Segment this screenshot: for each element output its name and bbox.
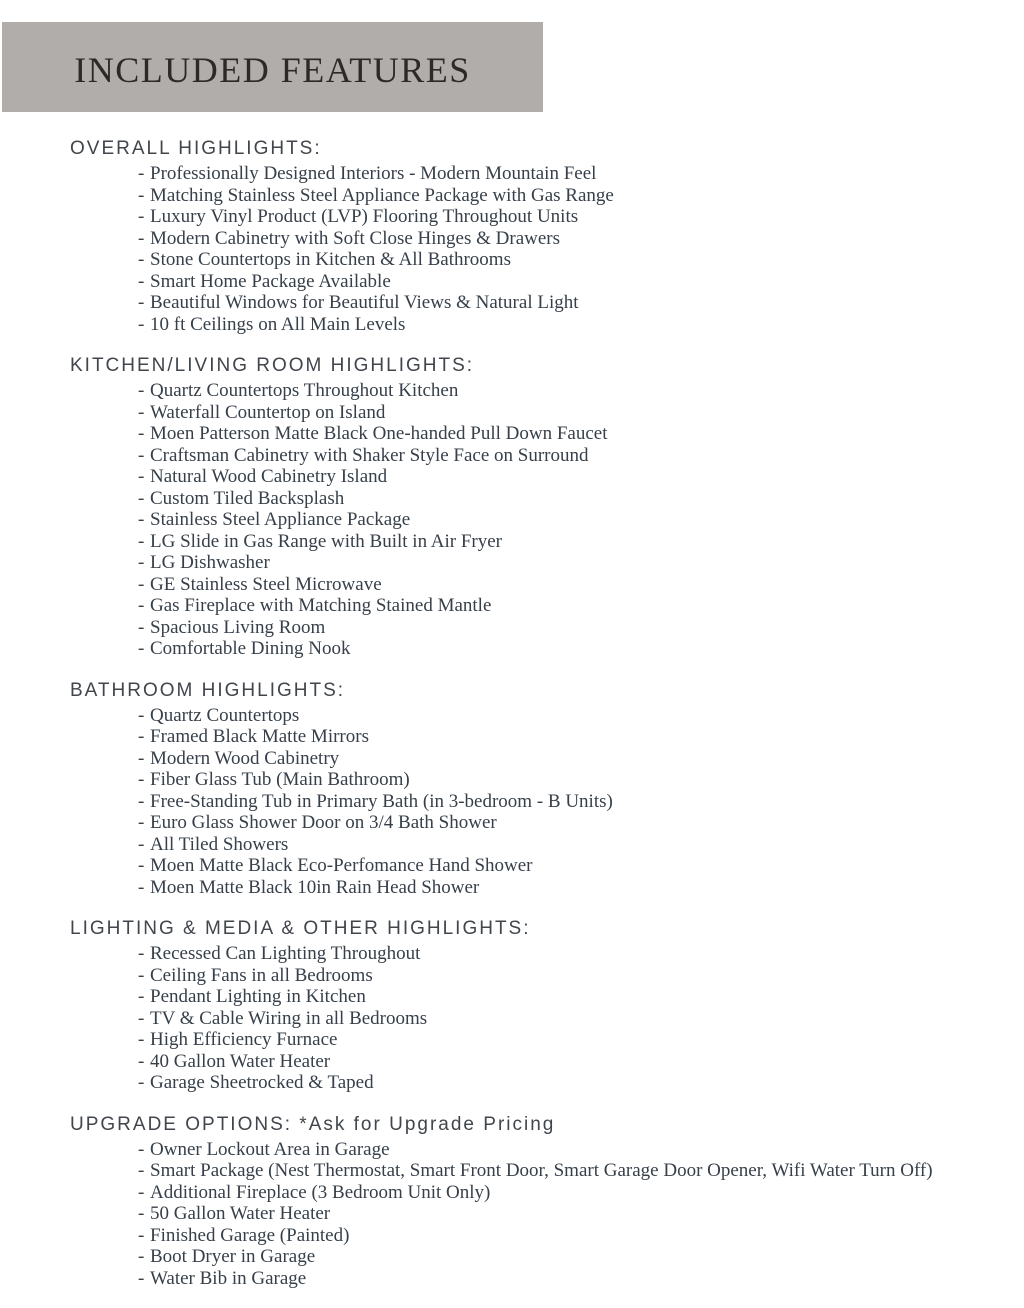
feature-item bbox=[138, 705, 1024, 727]
feature-item bbox=[138, 466, 1024, 488]
feature-item bbox=[138, 877, 1024, 899]
feature-item bbox=[138, 1072, 1024, 1094]
feature-item bbox=[138, 986, 1024, 1008]
section-heading: BATHROOM HIGHLIGHTS: bbox=[70, 679, 346, 701]
feature-text: Custom Tiled Backsplash bbox=[150, 487, 345, 509]
feature-text: Modern Wood Cabinetry bbox=[150, 747, 340, 769]
feature-item bbox=[138, 163, 1024, 185]
feature-item bbox=[138, 552, 1024, 574]
feature-text: GE Stainless Steel Microwave bbox=[150, 573, 382, 595]
feature-list bbox=[70, 1139, 1024, 1290]
bullet-dash: - bbox=[138, 943, 145, 964]
feature-item bbox=[138, 791, 1024, 813]
bullet-dash: - bbox=[138, 638, 145, 659]
feature-text: LG Slide in Gas Range with Built in Air Fryer bbox=[150, 530, 503, 552]
feature-text: Beautiful Windows for Beautiful Views & Natural Light bbox=[150, 292, 579, 313]
feature-item bbox=[138, 726, 1024, 748]
feature-text: Owner Lockout Area in Garage bbox=[150, 1138, 390, 1160]
feature-text: Moen Matte Black 10in Rain Head Shower bbox=[150, 876, 480, 898]
feature-text: Matching Stainless Steel Appliance Package with Gas Range bbox=[150, 184, 614, 206]
bullet-dash: - bbox=[138, 1072, 145, 1093]
bullet-dash: - bbox=[138, 423, 145, 444]
feature-text: Quartz Countertops bbox=[150, 704, 300, 726]
bullet-dash: - bbox=[138, 184, 145, 206]
feature-section bbox=[70, 137, 1024, 335]
feature-text: Stone Countertops in Kitchen & All Bathrooms bbox=[150, 249, 511, 270]
bullet-dash: - bbox=[138, 595, 145, 616]
bullet-dash: - bbox=[138, 855, 145, 876]
section-heading: KITCHEN/LIVING ROOM HIGHLIGHTS: bbox=[70, 355, 475, 376]
feature-text: Finished Garage (Painted) bbox=[150, 1224, 350, 1246]
title-banner bbox=[2, 22, 543, 112]
feature-item bbox=[138, 531, 1024, 553]
feature-item bbox=[138, 1029, 1024, 1051]
bullet-dash: - bbox=[138, 401, 145, 423]
bullet-dash: - bbox=[138, 704, 145, 726]
bullet-dash: - bbox=[138, 769, 145, 790]
feature-item bbox=[138, 965, 1024, 987]
feature-text: Modern Cabinetry with Soft Close Hinges & Drawers bbox=[150, 227, 561, 249]
sections-root bbox=[70, 137, 1024, 1289]
bullet-dash: - bbox=[138, 726, 145, 747]
feature-text: Moen Patterson Matte Black One-handed Pull Down Faucet bbox=[150, 423, 608, 444]
feature-text: Natural Wood Cabinetry Island bbox=[150, 466, 388, 487]
features-content bbox=[0, 112, 1024, 1308]
feature-text: Quartz Countertops Throughout Kitchen bbox=[150, 380, 459, 401]
bullet-dash: - bbox=[138, 530, 145, 552]
feature-item bbox=[138, 314, 1024, 336]
bullet-dash: - bbox=[138, 790, 145, 812]
bullet-dash: - bbox=[138, 573, 145, 595]
feature-section bbox=[70, 679, 1024, 899]
bullet-dash: - bbox=[138, 1050, 145, 1072]
feature-text: Professionally Designed Interiors - Modern Mountain Feel bbox=[150, 163, 597, 184]
feature-text: Ceiling Fans in all Bedrooms bbox=[150, 964, 373, 986]
feature-list bbox=[70, 705, 1024, 899]
feature-item bbox=[138, 380, 1024, 402]
feature-item bbox=[138, 1139, 1024, 1161]
feature-item bbox=[138, 488, 1024, 510]
feature-text: Additional Fireplace (3 Bedroom Unit Only) bbox=[150, 1181, 491, 1203]
bullet-dash: - bbox=[138, 487, 145, 509]
feature-section bbox=[70, 917, 1024, 1094]
feature-text: Stainless Steel Appliance Package bbox=[150, 509, 411, 530]
feature-item bbox=[138, 423, 1024, 445]
feature-item bbox=[138, 1225, 1024, 1247]
feature-item bbox=[138, 855, 1024, 877]
feature-text: Waterfall Countertop on Island bbox=[150, 401, 386, 423]
feature-item bbox=[138, 292, 1024, 314]
bullet-dash: - bbox=[138, 466, 145, 487]
feature-item bbox=[138, 1008, 1024, 1030]
feature-item bbox=[138, 206, 1024, 228]
bullet-dash: - bbox=[138, 812, 145, 833]
feature-item bbox=[138, 769, 1024, 791]
feature-text: Euro Glass Shower Door on 3/4 Bath Shower bbox=[150, 812, 497, 833]
bullet-dash: - bbox=[138, 206, 145, 227]
feature-item bbox=[138, 748, 1024, 770]
feature-item bbox=[138, 574, 1024, 596]
bullet-dash: - bbox=[138, 509, 145, 530]
feature-item bbox=[138, 812, 1024, 834]
feature-text: Smart Home Package Available bbox=[150, 270, 391, 292]
bullet-dash: - bbox=[138, 292, 145, 313]
feature-text: Recessed Can Lighting Throughout bbox=[150, 943, 421, 964]
feature-item bbox=[138, 402, 1024, 424]
feature-item bbox=[138, 834, 1024, 856]
feature-text: Fiber Glass Tub (Main Bathroom) bbox=[150, 769, 410, 790]
feature-text: Smart Package (Nest Thermostat, Smart Front Door, Smart Garage Door Opener, Wifi Water Turn Off) bbox=[150, 1160, 933, 1181]
feature-item bbox=[138, 185, 1024, 207]
bullet-dash: - bbox=[138, 964, 145, 986]
feature-list bbox=[70, 163, 1024, 335]
bullet-dash: - bbox=[138, 1224, 145, 1246]
feature-text: Free-Standing Tub in Primary Bath (in 3-bedroom - B Units) bbox=[150, 790, 613, 812]
feature-text: Boot Dryer in Garage bbox=[150, 1246, 316, 1267]
feature-item bbox=[138, 271, 1024, 293]
bullet-dash: - bbox=[138, 227, 145, 249]
feature-item bbox=[138, 638, 1024, 660]
feature-item bbox=[138, 445, 1024, 467]
feature-text: TV & Cable Wiring in all Bedrooms bbox=[150, 1007, 428, 1029]
feature-section bbox=[70, 354, 1024, 660]
feature-text: Water Bib in Garage bbox=[150, 1267, 307, 1289]
feature-section bbox=[70, 1113, 1024, 1290]
feature-text: Comfortable Dining Nook bbox=[150, 638, 351, 659]
bullet-dash: - bbox=[138, 380, 145, 401]
feature-text: Framed Black Matte Mirrors bbox=[150, 726, 369, 747]
bullet-dash: - bbox=[138, 876, 145, 898]
bullet-dash: - bbox=[138, 1160, 145, 1181]
feature-item bbox=[138, 249, 1024, 271]
section-heading: UPGRADE OPTIONS: *Ask for Upgrade Pricing bbox=[70, 1113, 556, 1135]
feature-item bbox=[138, 1203, 1024, 1225]
page-title: INCLUDED FEATURES bbox=[74, 50, 471, 90]
bullet-dash: - bbox=[138, 833, 145, 855]
bullet-dash: - bbox=[138, 313, 145, 335]
bullet-dash: - bbox=[138, 270, 145, 292]
feature-text: Luxury Vinyl Product (LVP) Flooring Throughout Units bbox=[150, 206, 579, 227]
section-heading: LIGHTING & MEDIA & OTHER HIGHLIGHTS: bbox=[70, 918, 531, 939]
feature-item bbox=[138, 943, 1024, 965]
feature-list bbox=[70, 943, 1024, 1094]
bullet-dash: - bbox=[138, 444, 145, 466]
feature-text: 40 Gallon Water Heater bbox=[150, 1050, 331, 1072]
feature-item bbox=[138, 1051, 1024, 1073]
bullet-dash: - bbox=[138, 616, 145, 638]
feature-text: Pendant Lighting in Kitchen bbox=[150, 986, 366, 1007]
bullet-dash: - bbox=[138, 1007, 145, 1029]
feature-item bbox=[138, 617, 1024, 639]
bullet-dash: - bbox=[138, 249, 145, 270]
feature-text: All Tiled Showers bbox=[150, 833, 289, 855]
bullet-dash: - bbox=[138, 1029, 145, 1050]
feature-item bbox=[138, 228, 1024, 250]
feature-item bbox=[138, 595, 1024, 617]
feature-text: Moen Matte Black Eco-Perfomance Hand Shower bbox=[150, 855, 533, 876]
feature-text: Craftsman Cabinetry with Shaker Style Face on Surround bbox=[150, 444, 589, 466]
feature-text: High Efficiency Furnace bbox=[150, 1029, 338, 1050]
feature-text: LG Dishwasher bbox=[150, 552, 270, 573]
feature-item bbox=[138, 1160, 1024, 1182]
feature-item bbox=[138, 1268, 1024, 1290]
feature-text: Spacious Living Room bbox=[150, 616, 326, 638]
section-heading: OVERALL HIGHLIGHTS: bbox=[70, 138, 322, 159]
bullet-dash: - bbox=[138, 747, 145, 769]
bullet-dash: - bbox=[138, 1181, 145, 1203]
bullet-dash: - bbox=[138, 1267, 145, 1289]
bullet-dash: - bbox=[138, 552, 145, 573]
feature-text: 50 Gallon Water Heater bbox=[150, 1203, 331, 1224]
bullet-dash: - bbox=[138, 1138, 145, 1160]
feature-text: 10 ft Ceilings on All Main Levels bbox=[150, 313, 406, 335]
feature-text: Garage Sheetrocked & Taped bbox=[150, 1072, 374, 1093]
bullet-dash: - bbox=[138, 1246, 145, 1267]
feature-list bbox=[70, 380, 1024, 660]
feature-item bbox=[138, 1246, 1024, 1268]
feature-text: Gas Fireplace with Matching Stained Mantle bbox=[150, 595, 492, 616]
feature-item bbox=[138, 1182, 1024, 1204]
bullet-dash: - bbox=[138, 986, 145, 1007]
bullet-dash: - bbox=[138, 163, 145, 184]
bullet-dash: - bbox=[138, 1203, 145, 1224]
feature-item bbox=[138, 509, 1024, 531]
